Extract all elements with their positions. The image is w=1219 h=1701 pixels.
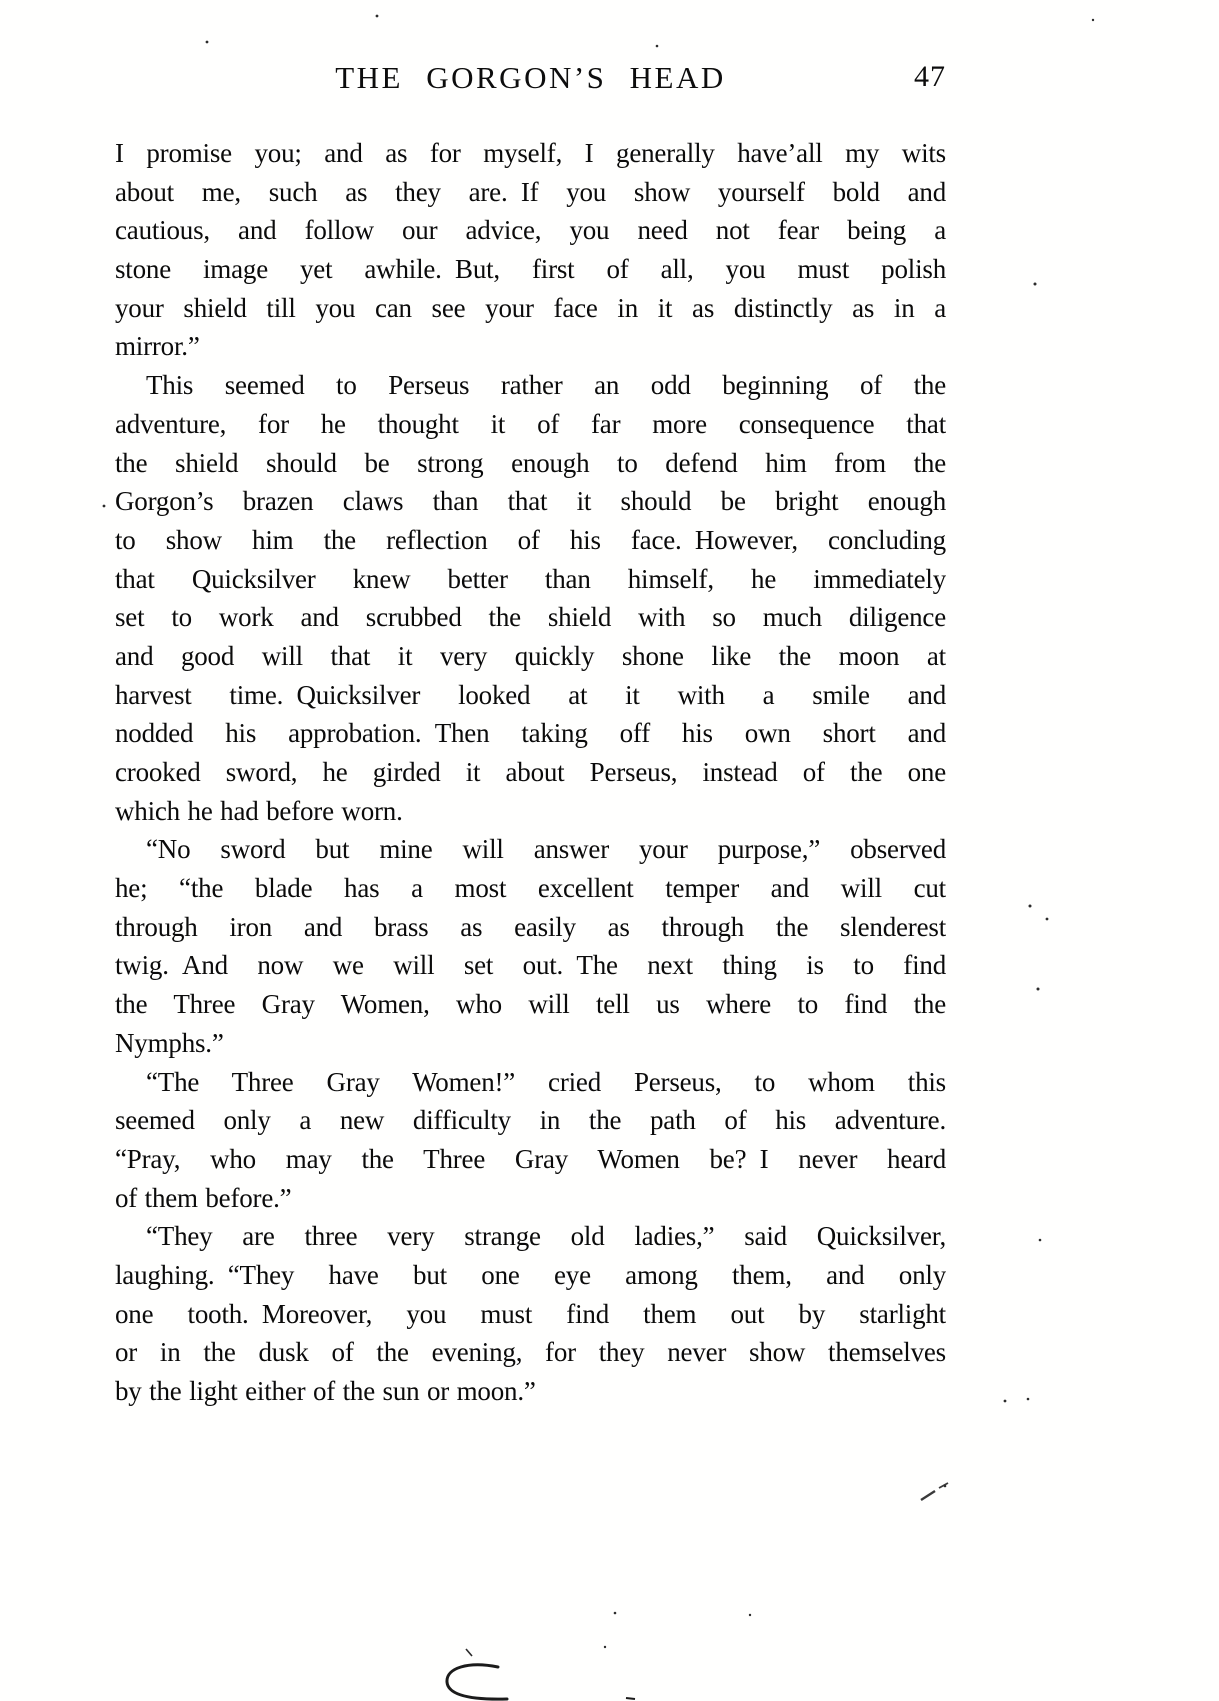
page-number: 47 <box>914 60 946 93</box>
text-line: set to work and scrubbed the shield with so much diligence <box>115 602 946 633</box>
text-line: and good will that it very quickly shone like the moon at <box>115 640 946 671</box>
text-line: to show him the reflection of his face. However, concluding <box>115 524 946 555</box>
text-line: mirror.” <box>115 331 200 362</box>
pen-mark-dash <box>626 1698 635 1699</box>
text-line: “No sword but mine will answer your purpose,” observed <box>146 834 946 865</box>
pencil-mark <box>939 1483 948 1488</box>
text-line: adventure, for he thought it of far more consequence that <box>115 408 946 439</box>
text-line: “Pray, who may the Three Gray Women be? I never heard <box>115 1143 946 1174</box>
text-line: laughing. “They have but one eye among them, and only <box>115 1259 946 1290</box>
text-line: your shield till you can see your face in it as distinctly as in a <box>115 292 946 323</box>
text-line: or in the dusk of the evening, for they never show themselves <box>115 1337 946 1368</box>
page-header <box>115 60 946 102</box>
running-title: THE GORGON’S HEAD <box>335 60 726 95</box>
pencil-mark <box>466 1649 472 1656</box>
text-line: the Three Gray Women, who will tell us where to find the <box>115 989 946 1020</box>
text-line: about me, such as they are. If you show yourself bold and <box>115 176 946 207</box>
pen-mark-curve <box>447 1665 507 1699</box>
text-line: he; “the blade has a most excellent temper and will cut <box>115 873 946 904</box>
pencil-mark <box>921 1491 935 1500</box>
text-line: seemed only a new difficulty in the path of his adventure. <box>115 1105 946 1136</box>
text-line: twig. And now we will set out. The next thing is to find <box>115 950 946 981</box>
text-line: stone image yet awhile. But, first of all, you must polish <box>115 254 946 285</box>
text-line: nodded his approbation. Then taking off his own short and <box>115 718 946 749</box>
text-line: Nymphs.” <box>115 1027 224 1058</box>
text-line: that Quicksilver knew better than himself, he immediately <box>115 563 946 594</box>
text-line: which he had before worn. <box>115 795 403 826</box>
text-line: through iron and brass as easily as through the slenderest <box>115 911 946 942</box>
text-line: “The Three Gray Women!” cried Perseus, to whom this <box>146 1066 946 1097</box>
text-line: harvest time. Quicksilver looked at it with a smile and <box>115 679 946 710</box>
text-line: one tooth. Moreover, you must find them out by starlight <box>115 1298 946 1329</box>
text-line: of them before.” <box>115 1182 292 1213</box>
text-line: by the light either of the sun or moon.” <box>115 1376 536 1406</box>
text-line: Gorgon’s brazen claws than that it should be bright enough <box>115 486 946 517</box>
text-line: This seemed to Perseus rather an odd beginning of the <box>146 370 946 401</box>
text-line: I promise you; and as for myself, I generally have’all my wits <box>115 138 946 168</box>
text-line: cautious, and follow our advice, you need not fear being a <box>115 215 946 246</box>
text-line: the shield should be strong enough to defend him from the <box>115 447 946 478</box>
text-line: crooked sword, he girded it about Perseus, instead of the one <box>115 757 946 787</box>
text-line: “They are three very strange old ladies,” said Quicksilver, <box>146 1221 946 1252</box>
text-block <box>115 134 946 1411</box>
